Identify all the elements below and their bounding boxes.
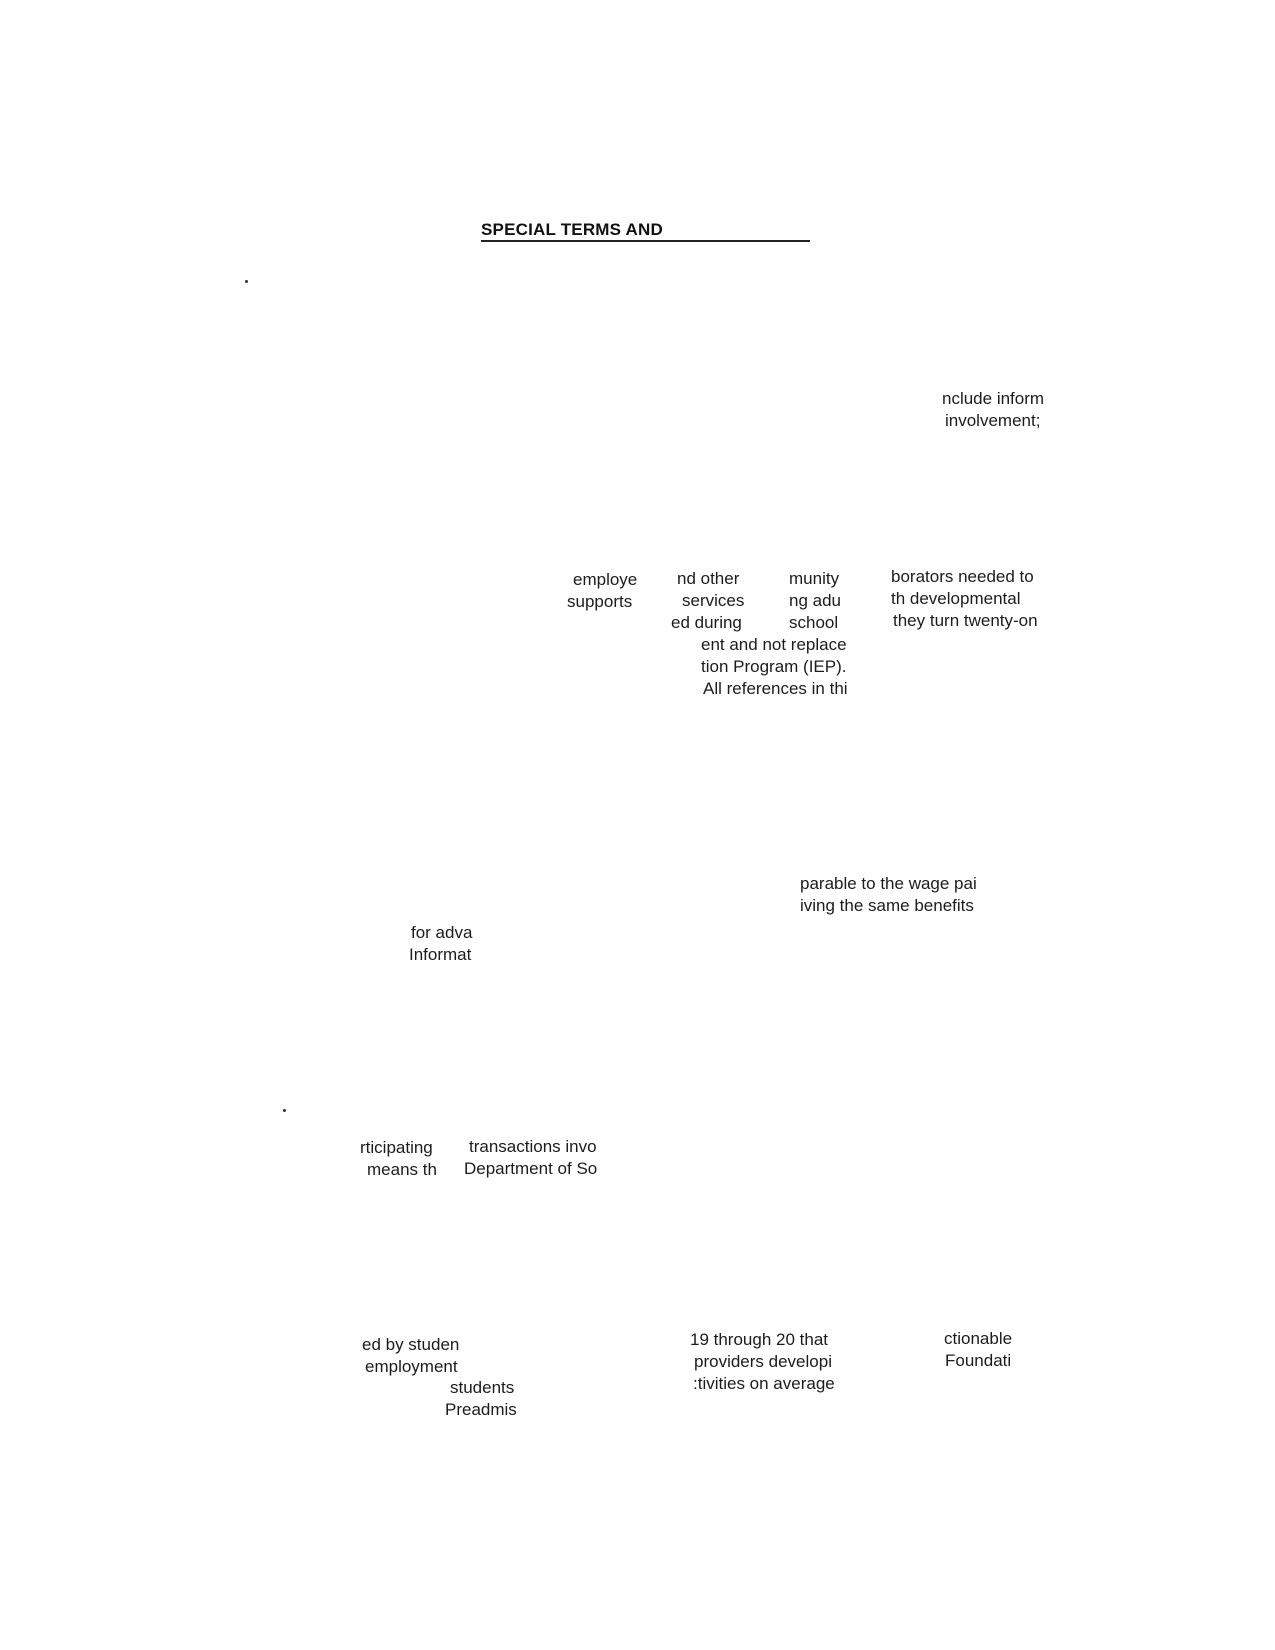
text-fragment: :tivities on average (693, 1374, 835, 1393)
text-fragment: ng adu (789, 591, 841, 610)
text-fragment: Preadmis (445, 1400, 517, 1419)
text-fragment: borators needed to (891, 567, 1034, 586)
text-fragment: for adva (411, 923, 473, 942)
text-fragment: means th (367, 1160, 437, 1179)
text-fragment: providers developi (694, 1352, 832, 1371)
text-fragment: th developmental (891, 589, 1021, 608)
scan-speck (245, 280, 248, 283)
text-fragment: iving the same benefits (800, 896, 974, 915)
text-fragment: All references in thi (703, 679, 848, 698)
text-fragment: supports (567, 592, 633, 611)
text-fragment: they turn twenty-on (893, 611, 1038, 630)
text-fragment: Foundati (945, 1351, 1012, 1370)
text-fragment: services (682, 591, 745, 610)
text-fragment: employment (365, 1357, 458, 1376)
text-fragment: students (450, 1378, 515, 1397)
text-fragment: transactions invo (469, 1137, 597, 1156)
scan-speck (283, 1109, 286, 1112)
text-fragment: munity (789, 569, 840, 588)
text-fragment: tion Program (IEP). (701, 657, 847, 676)
text-fragment: school (789, 613, 839, 632)
text-fragment: involvement; (945, 411, 1041, 430)
text-fragment: rticipating (360, 1138, 433, 1157)
text-fragment: nclude inform (942, 389, 1045, 408)
text-fragment: 19 through 20 that (690, 1330, 829, 1349)
text-fragment: nd other (677, 569, 740, 588)
text-fragment: ed during (671, 613, 742, 632)
title-underline (481, 240, 810, 242)
text-fragment: ent and not replace (701, 635, 847, 654)
text-fragment: parable to the wage pai (800, 874, 977, 893)
text-fragment: ed by studen (362, 1335, 460, 1354)
text-fragment: Department of So (464, 1159, 598, 1178)
text-fragment: employe (573, 570, 638, 589)
text-fragment: ctionable (944, 1329, 1013, 1348)
text-fragment: Informat (409, 945, 472, 964)
page-title: SPECIAL TERMS AND (481, 220, 663, 239)
